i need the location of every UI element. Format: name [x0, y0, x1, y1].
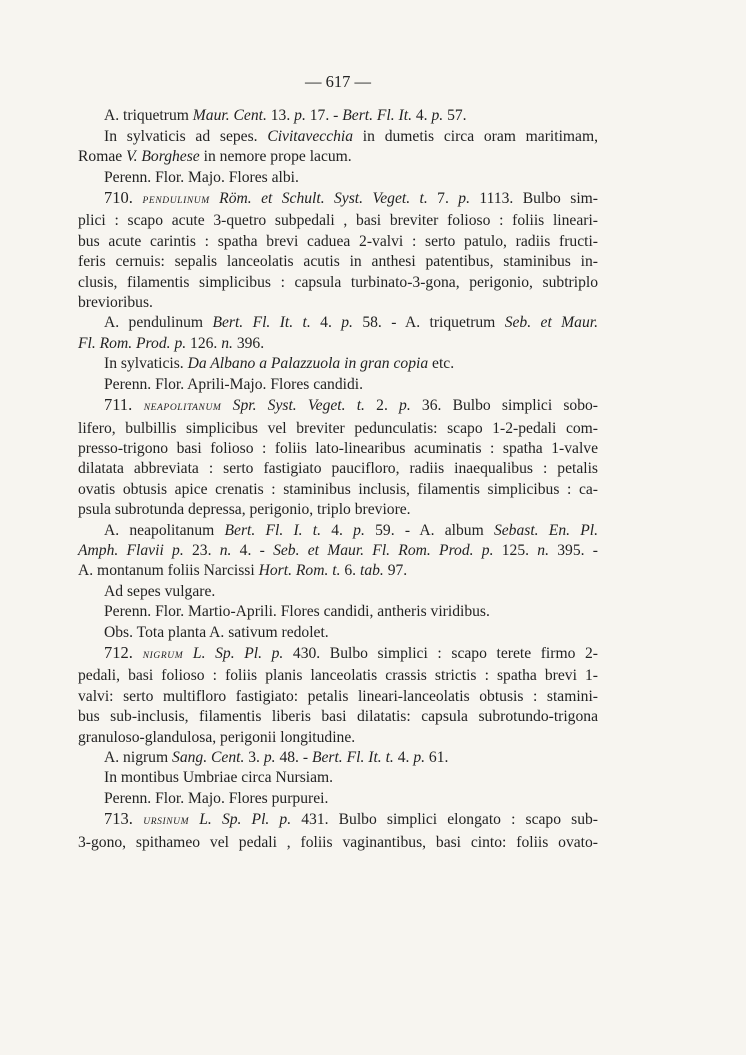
text-segment: p.	[413, 749, 426, 766]
text-line	[78, 293, 598, 313]
text-segment: Perenn. Flor. Majo. Flores purpurei.	[104, 789, 329, 807]
text-segment: Seb. et Maur. Fl. Rom. Prod. p.	[273, 541, 494, 559]
text-line	[78, 809, 598, 832]
text-segment: 125.	[493, 541, 538, 559]
text-segment: 36. Bulbo simplici sobo-	[410, 397, 599, 415]
text-segment: In sylvaticis ad sepes.	[104, 127, 268, 145]
text-segment: etc.	[428, 355, 455, 373]
text-segment: 13.	[266, 107, 295, 125]
text-line	[78, 707, 598, 727]
text-segment: psula subrotunda depressa, perigonio, triplo breviore.	[78, 501, 411, 519]
text-segment: A. pendulinum	[104, 314, 213, 332]
text-segment: A. nigrum	[104, 749, 173, 766]
text-segment: 2.	[364, 397, 400, 415]
text-segment: Maur. Cent.	[192, 107, 267, 125]
text-line	[78, 168, 598, 188]
text-segment: 430. Bulbo simplici : scapo terete firmo 2-	[283, 644, 598, 662]
text-segment: Perenn. Flor. Martio-Aprili. Flores candidi, antheris viridibus.	[104, 603, 490, 621]
text-segment: 1113. Bulbo sim-	[469, 190, 598, 208]
text-line	[78, 252, 598, 272]
text-segment: 6.	[340, 562, 360, 580]
text-line	[78, 480, 598, 500]
text-segment: Ad sepes vulgare.	[104, 582, 216, 600]
text-segment: Spr. Syst. Veget. t.	[232, 397, 365, 415]
text-line	[78, 419, 598, 439]
text-segment: bus acute carintis : spatha brevi caduea 2-valvi : serto patulo, radiis fructi-	[78, 232, 598, 250]
text-segment: n.	[221, 334, 233, 352]
text-line	[78, 354, 598, 374]
text-segment: Hort. Rom. t.	[258, 562, 341, 580]
text-segment: Amph. Flavii p.	[78, 541, 184, 559]
text-segment: 4. -	[231, 541, 274, 559]
text-segment: in nemore prope lacum.	[199, 148, 352, 166]
text-segment: clusis, filamentis simplicibus : capsula turbinato-3-gona, perigonio, subtriplo	[78, 273, 598, 291]
text-line	[78, 211, 598, 231]
text-segment: A. montanum foliis Narcissi	[78, 562, 259, 580]
text-segment: p.	[399, 397, 411, 415]
text-segment: p.	[341, 314, 353, 332]
text-segment: Da Albano a Palazzuola in gran copia	[187, 355, 429, 373]
text-line	[78, 395, 598, 418]
text-line	[78, 541, 598, 561]
text-segment: 712.	[104, 642, 143, 662]
text-segment: p.	[263, 749, 276, 766]
text-segment: bus sub-inclusis, filamentis liberis basi dilatatis: capsula subrotundo-trigona	[78, 708, 598, 726]
text-line	[78, 439, 598, 459]
text-segment: 17. -	[305, 107, 343, 125]
text-segment: 431. Bulbo simplici elongato : scapo sub-	[291, 811, 599, 829]
text-segment: 713.	[104, 809, 144, 829]
text-segment: p.	[353, 521, 365, 539]
text-line	[78, 127, 598, 147]
text-segment: In sylvaticis.	[104, 355, 188, 373]
text-segment: NIGRUM	[142, 650, 184, 661]
text-line	[78, 459, 598, 479]
text-segment: Perenn. Flor. Majo. Flores albi.	[104, 168, 299, 186]
text-segment: plici : scapo acute 3-quetro subpedali , basi breviter folioso : foliis lineari-	[78, 212, 598, 230]
text-line	[78, 833, 598, 853]
text-segment: 396.	[232, 334, 265, 352]
text-segment: 711.	[104, 395, 144, 415]
text-segment: 126.	[186, 334, 222, 352]
text-segment: Bert. Fl. It. t.	[311, 749, 394, 766]
text-segment: 59. - A. album	[364, 521, 494, 539]
text-segment: 57.	[443, 107, 467, 125]
page-text	[78, 72, 598, 853]
text-segment: Perenn. Flor. Aprili-Majo. Flores candidi.	[104, 375, 364, 393]
text-segment: L. Sp. Pl. p.	[192, 644, 284, 662]
text-line	[78, 666, 598, 686]
text-segment: presso-trigono basi folioso : foliis lato-linearibus acuminatis : spatha 1-valve	[78, 439, 598, 457]
text-segment: tab.	[359, 562, 384, 580]
text-segment: NEAPOLITANUM	[143, 403, 222, 414]
text-line	[78, 561, 598, 581]
text-segment: A. neapolitanum	[104, 521, 225, 539]
text-segment: L. Sp. Pl. p.	[199, 811, 292, 829]
text-segment: Romae	[78, 148, 127, 166]
text-line	[78, 188, 598, 211]
text-segment	[183, 645, 193, 662]
text-segment: 4.	[310, 314, 342, 332]
text-segment: Civitavecchia	[267, 127, 354, 145]
text-line	[78, 106, 598, 126]
text-segment: 4.	[411, 107, 432, 125]
text-segment: 3-gono, spithameo vel pedali , foliis vaginantibus, basi cinto: foliis ovato-	[78, 833, 598, 851]
text-line	[78, 687, 598, 707]
text-line	[78, 273, 598, 293]
text-segment: in dumetis circa oram maritimam,	[353, 127, 598, 145]
text-segment: 3.	[244, 749, 264, 766]
text-segment: In montibus Umbriae circa Nursiam.	[104, 769, 334, 787]
text-segment: 4.	[393, 749, 414, 766]
text-segment: Seb. et Maur.	[504, 314, 598, 332]
text-segment: Röm. et Schult. Syst. Veget. t.	[219, 190, 428, 208]
text-segment: 23.	[183, 541, 220, 559]
text-segment: Sang. Cent.	[172, 749, 245, 766]
text-line	[78, 375, 598, 395]
text-line	[78, 500, 598, 520]
text-segment: dilatata abbreviata : serto fastigiato paucifloro, radiis inaequalibus : petalis	[78, 460, 598, 478]
text-segment: Obs. Tota planta A. sativum redolet.	[104, 623, 329, 641]
text-segment: valvi: serto multifloro fastigiato: petalis lineari-lanceolatis obtusis : stamini-	[78, 687, 598, 705]
text-segment: Fl. Rom. Prod. p.	[78, 334, 187, 352]
text-line	[78, 789, 598, 809]
text-line	[78, 334, 598, 354]
text-segment: Sebast. En. Pl.	[493, 521, 599, 539]
text-segment: URSINUM	[143, 817, 190, 828]
text-lines	[78, 106, 598, 853]
text-segment: 395. -	[549, 541, 598, 559]
text-segment: 710.	[104, 188, 143, 208]
text-segment: 97.	[383, 562, 408, 580]
text-segment: p.	[431, 107, 444, 125]
page-number: — 617 —	[305, 72, 371, 91]
text-segment: p.	[458, 190, 470, 208]
text-line	[78, 748, 598, 768]
text-segment: p.	[294, 107, 306, 125]
text-segment	[210, 190, 219, 207]
text-segment: 58. - A. triquetrum	[352, 314, 505, 332]
text-line	[78, 623, 598, 643]
text-segment: pedali, basi folioso : foliis planis lanceolatis crassis strictis : spatha brevi 1-	[78, 667, 598, 685]
text-segment: 7.	[427, 190, 459, 208]
text-segment: lifero, bulbillis simplicibus vel breviter pedunculatis: scapo 1-2-pedali com-	[78, 419, 598, 437]
text-segment: 61.	[425, 749, 449, 766]
text-segment: n.	[537, 541, 549, 559]
text-segment: ovatis obtusis apice crenatis : staminibus inclusis, filamentis simplicibus : ca-	[78, 480, 598, 498]
text-segment	[189, 811, 199, 828]
text-line	[78, 232, 598, 252]
text-segment: Bert. Fl. It.	[342, 107, 412, 125]
text-segment: n.	[219, 541, 232, 559]
text-line	[78, 582, 598, 602]
text-line	[78, 643, 598, 666]
text-segment: granuloso-glandulosa, perigonii longitudine.	[78, 728, 356, 746]
text-segment: Bert. Fl. I. t.	[224, 521, 322, 539]
text-segment: feris cernuis: sepalis lanceolatis acutis in anthesi patentibus, staminibus in-	[78, 253, 598, 271]
text-segment: A. triquetrum	[104, 107, 193, 125]
text-line	[78, 313, 598, 333]
text-line	[78, 728, 598, 748]
text-line	[78, 147, 598, 167]
text-line	[78, 768, 598, 788]
text-segment	[221, 397, 232, 414]
text-segment: PENDULINUM	[142, 196, 210, 207]
text-segment: 4.	[321, 521, 354, 539]
text-segment: brevioribus.	[78, 294, 153, 312]
text-segment: 48. -	[275, 749, 312, 766]
text-line	[78, 521, 598, 541]
text-line	[78, 602, 598, 622]
text-segment: Bert. Fl. It. t.	[212, 314, 311, 332]
text-segment: V. Borghese	[126, 148, 200, 166]
